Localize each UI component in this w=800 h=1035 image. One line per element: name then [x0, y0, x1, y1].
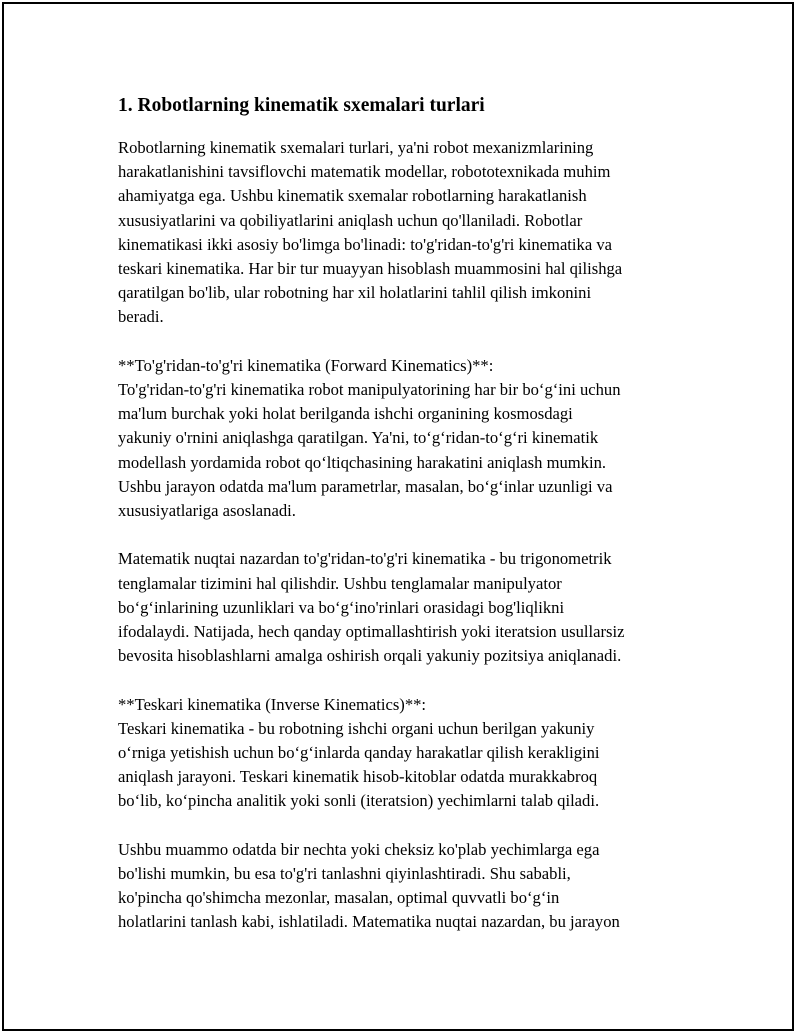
text-line: beradi.	[118, 307, 164, 327]
text-line: Teskari kinematika - bu robotning ishchi organi uchun berilgan yakuniy	[118, 718, 595, 738]
text-line: kinematikasi ikki asosiy bo'limga bo'linadi: to'g'ridan-to'g'ri kinematika va	[118, 234, 612, 254]
text-line: bo‘g‘inlarining uzunliklari va bo‘g‘ino'rinlari orasidagi bog'liqlikni	[118, 597, 565, 617]
paragraph-forward-math	[118, 547, 688, 668]
text-line: ma'lum burchak yoki holat berilganda ishchi organining kosmosdagi	[118, 404, 573, 424]
document-body	[118, 93, 688, 959]
text-line: Ushbu jarayon odatda ma'lum parametrlar, masalan, bo‘g‘inlar uzunligi va	[118, 476, 613, 496]
text-line: teskari kinematika. Har bir tur muayyan hisoblash muammosini hal qilishga	[118, 259, 623, 279]
paragraph-inverse-solutions	[118, 838, 688, 935]
text-line: bo‘lib, ko‘pincha analitik yoki sonli (iteratsion) yechimlarni talab qiladi.	[118, 791, 600, 811]
text-line: xususiyatlarini va qobiliyatlarini aniqlash uchun qo'llaniladi. Robotlar	[118, 210, 583, 230]
text-line: holatlarini tanlash kabi, ishlatiladi. Matematika nuqtai nazardan, bu jarayon	[118, 912, 620, 932]
text-line: ahamiyatga ega. Ushbu kinematik sxemalar robotlarning harakatlanish	[118, 186, 587, 206]
text-line: Ushbu muammo odatda bir nechta yoki cheksiz ko'plab yechimlarga ega	[118, 839, 600, 859]
paragraph-inverse-kinematics	[118, 693, 688, 814]
section-heading: **Teskari kinematika (Inverse Kinematics)**:	[118, 694, 427, 714]
text-line: qaratilgan bo'lib, ular robotning har xil holatlarini tahlil qilish imkonini	[118, 283, 592, 303]
text-line: aniqlash jarayoni. Teskari kinematik hisob-kitoblar odatda murakkabroq	[118, 767, 598, 787]
text-line: ko'pincha qo'shimcha mezonlar, masalan, optimal quvvatli bo‘g‘in	[118, 888, 560, 908]
text-line: Robotlarning kinematik sxemalari turlari, ya'ni robot mexanizmlarining	[118, 138, 594, 157]
text-line: tenglamalar tizimini hal qilishdir. Ushbu tenglamalar manipulyator	[118, 573, 562, 593]
text-line: modellash yordamida robot qo‘ltiqchasining harakatini aniqlash mumkin.	[118, 452, 607, 472]
text-line: xususiyatlariga asoslanadi.	[118, 501, 296, 521]
text-line: bevosita hisoblashlarni amalga oshirish orqali yakuniy pozitsiya aniqlanadi.	[118, 646, 622, 666]
text-line: bo'lishi mumkin, bu esa to'g'ri tanlashni qiyinlashtiradi. Shu sababli,	[118, 864, 571, 884]
text-line: ifodalaydi. Natijada, hech qanday optimallashtirish yoki iteratsion usullarsiz	[118, 622, 625, 642]
section-heading: **To'g'ridan-to'g'ri kinematika (Forward Kinematics)**:	[118, 355, 494, 375]
document-title: 1. Robotlarning kinematik sxemalari turlari	[118, 95, 485, 116]
paragraph-intro	[118, 136, 688, 330]
text-line: Matematik nuqtai nazardan to'g'ridan-to'g'ri kinematika - bu trigonometrik	[118, 549, 612, 569]
text-line: o‘rniga yetishish uchun bo‘g‘inlarda qanday harakatlar qilish kerakligini	[118, 743, 600, 763]
text-line: yakuniy o'rnini aniqlashga qaratilgan. Ya'ni, to‘g‘ridan-to‘g‘ri kinematik	[118, 428, 599, 448]
text-line: harakatlanishini tavsiflovchi matematik modellar, robototexnikada muhim	[118, 162, 611, 182]
paragraph-forward-kinematics	[118, 354, 688, 523]
text-line: To'g'ridan-to'g'ri kinematika robot manipulyatorining har bir bo‘g‘ini uchun	[118, 380, 621, 400]
